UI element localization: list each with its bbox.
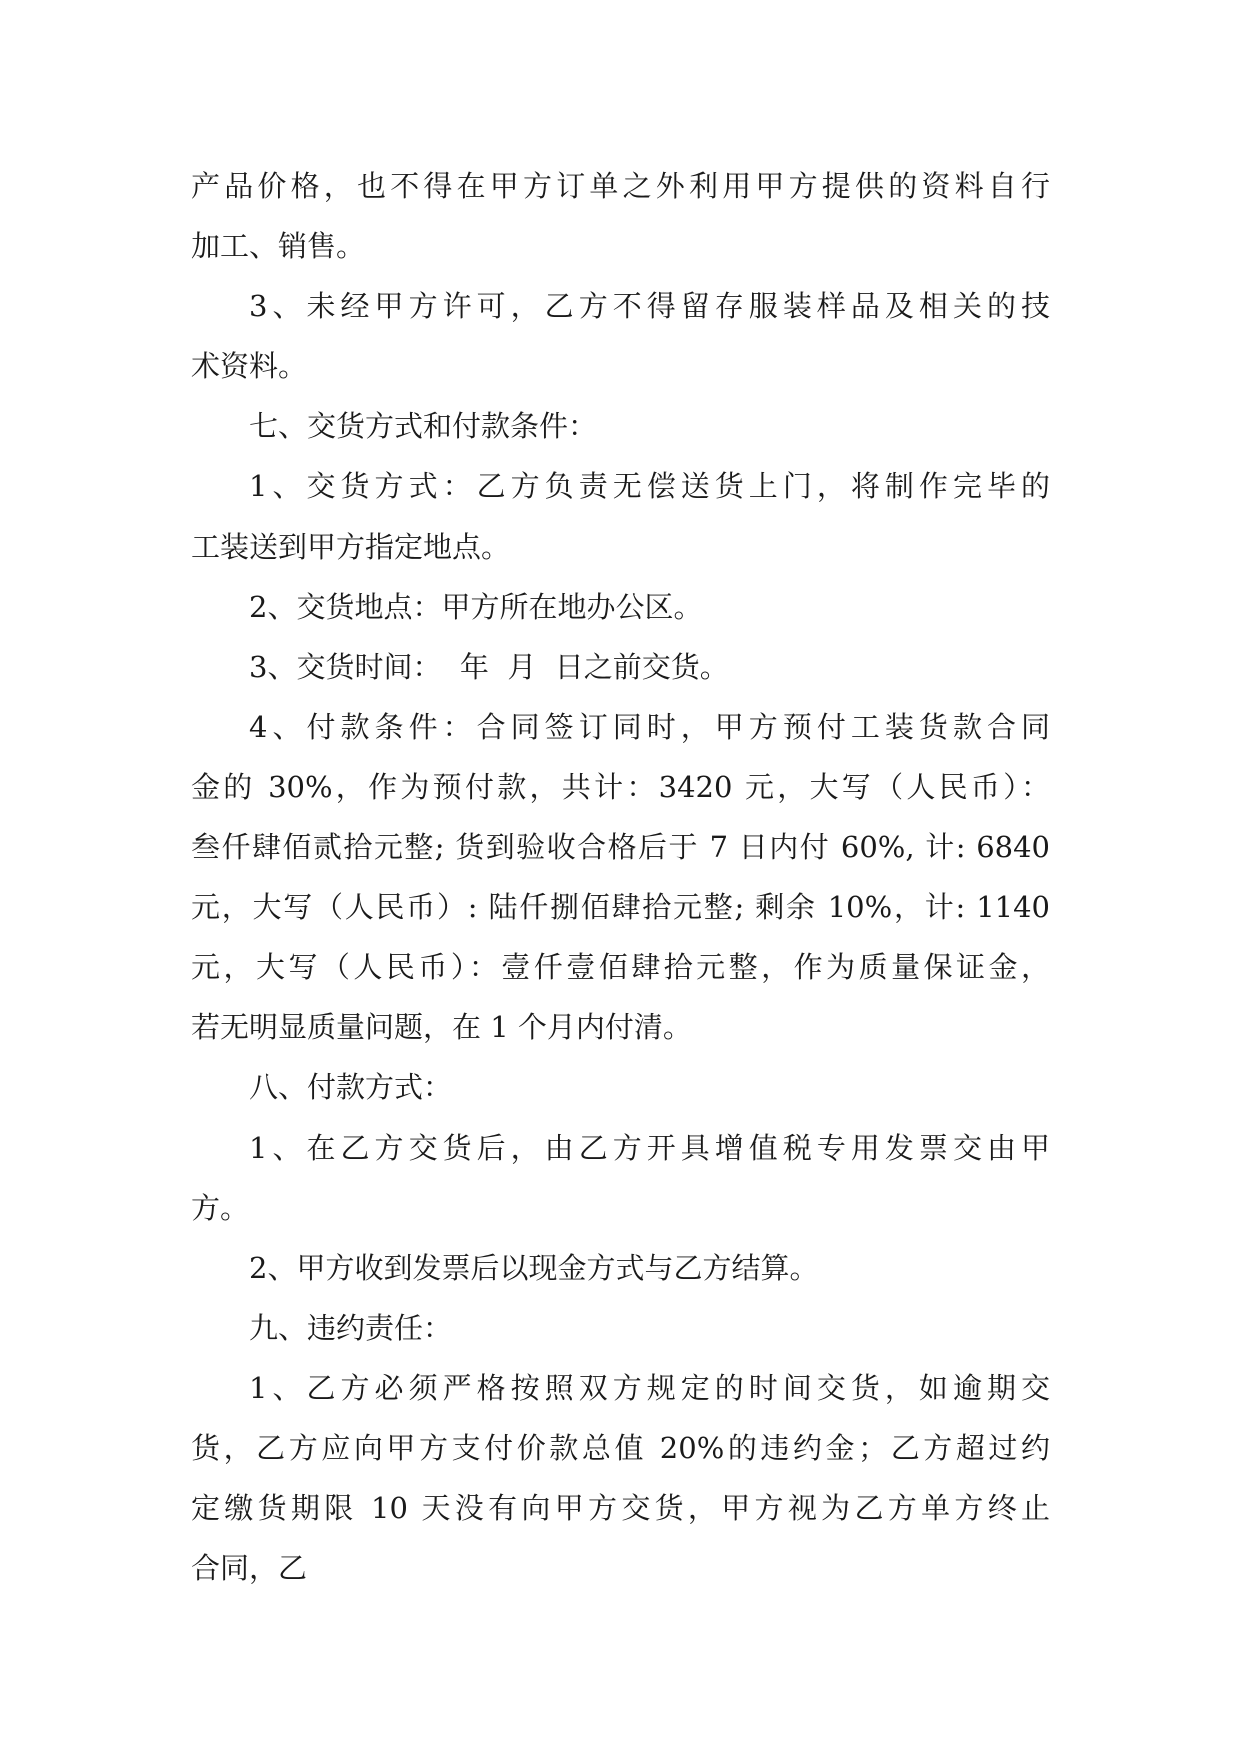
document-page: [191, 156, 1050, 1598]
paragraph-line: 加工、销售。: [191, 229, 366, 264]
paragraph-line: 若无明显质量问题，在 1 个月内付清。: [191, 1010, 692, 1045]
paragraph-line: 产品价格，也不得在甲方订单之外利用甲方提供的资料自行: [191, 169, 1050, 203]
paragraph-line: 3、未经甲方许可，乙方不得留存服装样品及相关的技: [249, 289, 1050, 324]
paragraph-line: 2、甲方收到发票后以现金方式与乙方结算。: [249, 1250, 819, 1285]
paragraph-line: 元，大写（人民币）：壹仟壹佰肆拾元整，作为质量保证金，: [191, 950, 1050, 985]
paragraph-line: 4、付款条件：合同签订同时，甲方预付工装货款合同: [249, 709, 1050, 744]
paragraph-line: 金的 30%，作为预付款，共计：3420 元，大写（人民币）：: [191, 769, 1050, 804]
paragraph-line: 合同，乙: [191, 1551, 308, 1586]
paragraph-line: 叁仟肆佰贰拾元整; 货到验收合格后于 7 日内付 60%, 计: 6840: [191, 830, 1050, 865]
paragraph-line: 定缴货期限 10 天没有向甲方交货，甲方视为乙方单方终止: [191, 1491, 1050, 1526]
paragraph-line: 1、乙方必须严格按照双方规定的时间交货，如逾期交: [249, 1370, 1050, 1405]
paragraph-line: 工装送到甲方指定地点。: [191, 529, 511, 564]
paragraph-line: 元，大写（人民币）: 陆仟捌佰肆拾元整; 剩余 10%，计: 1140: [191, 890, 1050, 925]
paragraph-line: 2、交货地点：甲方所在地办公区。: [249, 589, 703, 624]
section-heading: 七、交货方式和付款条件：: [249, 409, 598, 444]
paragraph-line: 3、交货时间： 年 月 日之前交货。: [249, 649, 729, 684]
paragraph-line: 方。: [191, 1190, 250, 1225]
paragraph-line: 货，乙方应向甲方支付价款总值 20%的违约金；乙方超过约: [191, 1430, 1050, 1465]
paragraph-line: 1、在乙方交货后，由乙方开具增值税专用发票交由甲: [249, 1130, 1050, 1165]
section-heading: 八、付款方式：: [249, 1070, 453, 1105]
paragraph-line: 术资料。: [191, 349, 308, 384]
section-heading: 九、违约责任：: [249, 1310, 453, 1345]
paragraph-line: 1、交货方式：乙方负责无偿送货上门，将制作完毕的: [249, 469, 1050, 504]
